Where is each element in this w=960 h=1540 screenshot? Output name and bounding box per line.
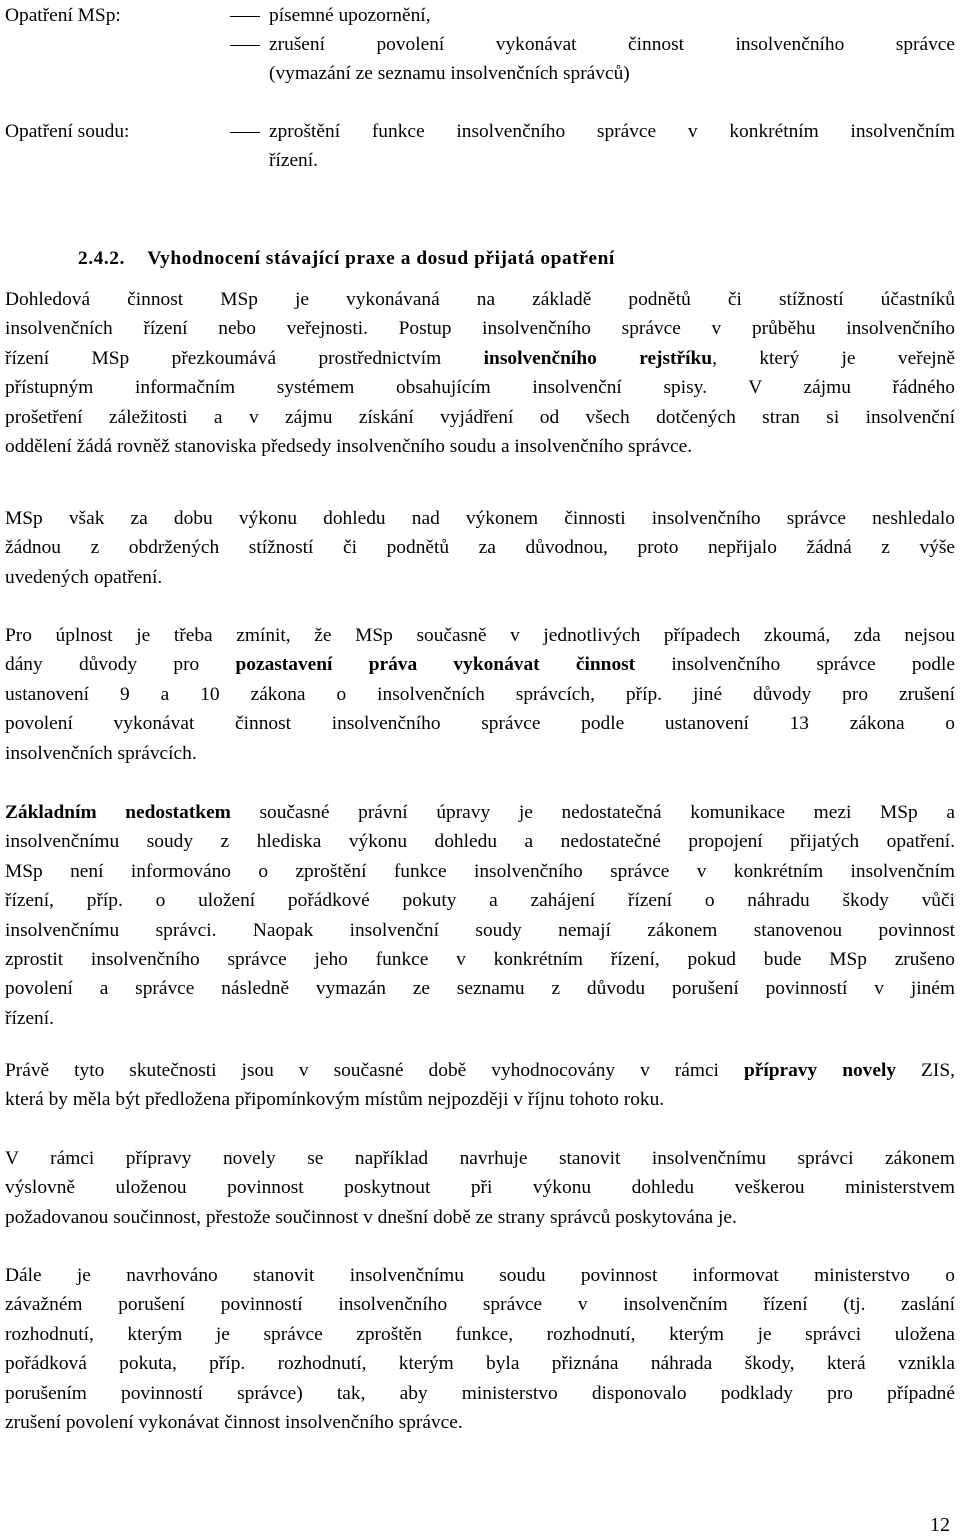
paragraph-line	[5, 1144, 955, 1173]
paragraph-line	[5, 1349, 955, 1378]
text-run: insolvenčních správcích.	[5, 742, 197, 764]
emphasis-text: insolvenčního rejstříku	[483, 347, 713, 369]
text-run: oddělení žádá rovněž stanoviska předsedy insolvenčního soudu a insolvenčního správce.	[5, 435, 693, 457]
text-run: insolvenčních řízení nebo veřejnosti. Postup insolvenčního správce v průběhu insolvenčního	[5, 318, 955, 340]
paragraph-line	[5, 827, 955, 856]
text-run: uvedených opatření.	[5, 566, 163, 588]
paragraph-line	[5, 916, 955, 945]
msp-measures-label: Opatření MSp:	[5, 5, 121, 26]
list-item	[269, 1, 955, 30]
list-dash	[230, 16, 260, 17]
list-item	[269, 30, 955, 89]
paragraph-line	[5, 1085, 955, 1114]
paragraph	[5, 285, 955, 461]
paragraph	[5, 1261, 955, 1437]
list-item-line: řízení.	[269, 150, 318, 172]
paragraph-line	[5, 886, 955, 915]
text-run: přístupným informačním systémem obsahujícím insolvenční spisy. V zájmu řádného	[5, 377, 955, 399]
paragraph	[5, 621, 955, 768]
text-run: která by měla být předložena připomínkovým místům nejpozději v říjnu tohoto roku.	[5, 1089, 665, 1111]
paragraph	[5, 1056, 955, 1115]
section-number: 2.4.2.	[78, 248, 125, 269]
paragraph-line	[5, 1261, 955, 1290]
text-run: řízení MSp přezkoumává prostřednictvím	[5, 347, 484, 369]
paragraph-line	[5, 1290, 955, 1319]
list-item-line: písemné upozornění,	[269, 5, 431, 26]
text-run: závažném porušení povinností insolvenčního správce v insolvenčním řízení (tj. zaslání	[5, 1294, 955, 1316]
paragraph	[5, 1144, 955, 1232]
text-run: V rámci přípravy novely se například navrhuje stanovit insolvenčnímu správci zákonem	[5, 1148, 955, 1169]
text-run: povolení a správce následně vymazán ze seznamu z důvodu porušení povinností v jiném	[5, 978, 955, 1000]
paragraph-line	[5, 1408, 955, 1437]
paragraph-line	[5, 533, 955, 562]
text-run: zprostit insolvenčního správce jeho funkce v konkrétním řízení, pokud bude MSp zrušeno	[5, 948, 955, 970]
text-run: Právě tyto skutečnosti jsou v současné době vyhodnocovány v rámci	[5, 1060, 744, 1081]
text-run: požadovanou součinnost, přestože součinnost v dnešní době ze strany správců poskytována je.	[5, 1206, 737, 1228]
paragraph-line	[5, 432, 955, 461]
text-run: řízení.	[5, 1007, 54, 1029]
emphasis-text: Základním nedostatkem	[5, 802, 231, 823]
text-run: MSp není informováno o zproštění funkce insolvenčního správce v konkrétním insolvenčním	[5, 860, 955, 882]
text-run: , který je veřejně	[712, 347, 955, 369]
text-run: ustanovení 9 a 10 zákona o insolvenčních správcích, příp. jiné důvody pro zrušení	[5, 683, 955, 705]
list-dash	[230, 45, 260, 46]
paragraph-line	[5, 621, 955, 650]
paragraph	[5, 504, 955, 592]
paragraph-line	[5, 1320, 955, 1349]
paragraph-line	[5, 1056, 955, 1085]
text-run: dány důvody pro	[5, 654, 236, 676]
text-run: Pro úplnost je třeba zmínit, že MSp současně v jednotlivých případech zkoumá, zda nejsou	[5, 625, 955, 646]
text-run: Dohledová činnost MSp je vykonávaná na základě podnětů či stížností účastníků	[5, 289, 955, 310]
list-item-line: zrušení povolení vykonávat činnost insolvenčního správce	[269, 34, 955, 55]
paragraph-line	[5, 680, 955, 709]
paragraph-line	[5, 739, 955, 768]
paragraph-line	[5, 1203, 955, 1232]
paragraph-line	[5, 650, 955, 679]
paragraph-line	[5, 403, 955, 432]
court-measures-label: Opatření soudu:	[5, 121, 130, 142]
paragraph-line	[5, 285, 955, 314]
text-run: rozhodnutí, kterým je správce zproštěn funkce, rozhodnutí, kterým je správci uložena	[5, 1323, 955, 1345]
list-item-line: (vymazání ze seznamu insolvenčních správců)	[269, 63, 630, 85]
section-title: Vyhodnocení stávající praxe a dosud přijatá opatření	[147, 248, 615, 269]
paragraph-line	[5, 373, 955, 402]
paragraph-line	[5, 945, 955, 974]
paragraph-line	[5, 563, 955, 592]
paragraph-line	[5, 1004, 955, 1033]
paragraph-line	[5, 344, 955, 373]
emphasis-text: pozastavení práva vykonávat činnost	[235, 654, 636, 676]
list-item-line: zproštění funkce insolvenčního správce v konkrétním insolvenčním	[269, 121, 955, 142]
paragraph-line	[5, 857, 955, 886]
text-run: prošetření záležitosti a v zájmu získání vyjádření od všech dotčených stran si insolvenční	[5, 406, 955, 428]
paragraph-line	[5, 504, 955, 533]
paragraph-line	[5, 974, 955, 1003]
text-run: Dále je navrhováno stanovit insolvenčnímu soudu povinnost informovat ministerstvo o	[5, 1265, 955, 1286]
text-run: insolvenčnímu soudy z hlediska výkonu dohledu a nedostatečné propojení přijatých opatření.	[5, 831, 955, 853]
paragraph-line	[5, 1173, 955, 1202]
paragraph	[5, 798, 955, 1033]
text-run: žádnou z obdržených stížností či podnětů za důvodnou, proto nepřijalo žádná z výše	[5, 537, 955, 559]
list-dash	[230, 132, 260, 133]
paragraph-line	[5, 314, 955, 343]
page-number: 12	[930, 1514, 950, 1536]
text-run: pořádková pokuta, příp. rozhodnutí, kterým byla přiznána náhrada škody, která vznikla	[5, 1353, 955, 1375]
paragraph-line	[5, 798, 955, 827]
text-run: výslovně uloženou povinnost poskytnout při výkonu dohledu veškerou ministerstvem	[5, 1177, 955, 1199]
text-run: zrušení povolení vykonávat činnost insolvenčního správce.	[5, 1411, 463, 1433]
paragraph-line	[5, 709, 955, 738]
text-run: porušením povinností správce) tak, aby ministerstvo disponovalo podklady pro případné	[5, 1382, 955, 1404]
text-run: povolení vykonávat činnost insolvenčního správce podle ustanovení 13 zákona o	[5, 713, 955, 735]
text-run: insolvenčního správce podle	[635, 654, 955, 676]
list-item	[269, 117, 955, 176]
emphasis-text: přípravy novely	[743, 1060, 897, 1081]
text-run: MSp však za dobu výkonu dohledu nad výkonem činnosti insolvenčního správce neshledalo	[5, 508, 955, 529]
text-run: insolvenčnímu správci. Naopak insolvenční soudy nemají zákonem stanovenou povinnost	[5, 919, 955, 941]
paragraph-line	[5, 1379, 955, 1408]
text-run: ZIS,	[896, 1060, 955, 1081]
text-run: řízení, příp. o uložení pořádkové pokuty a zahájení řízení o náhradu škody vůči	[5, 890, 955, 912]
section-heading	[78, 244, 615, 273]
text-run: současné právní úpravy je nedostatečná komunikace mezi MSp a	[230, 802, 955, 823]
